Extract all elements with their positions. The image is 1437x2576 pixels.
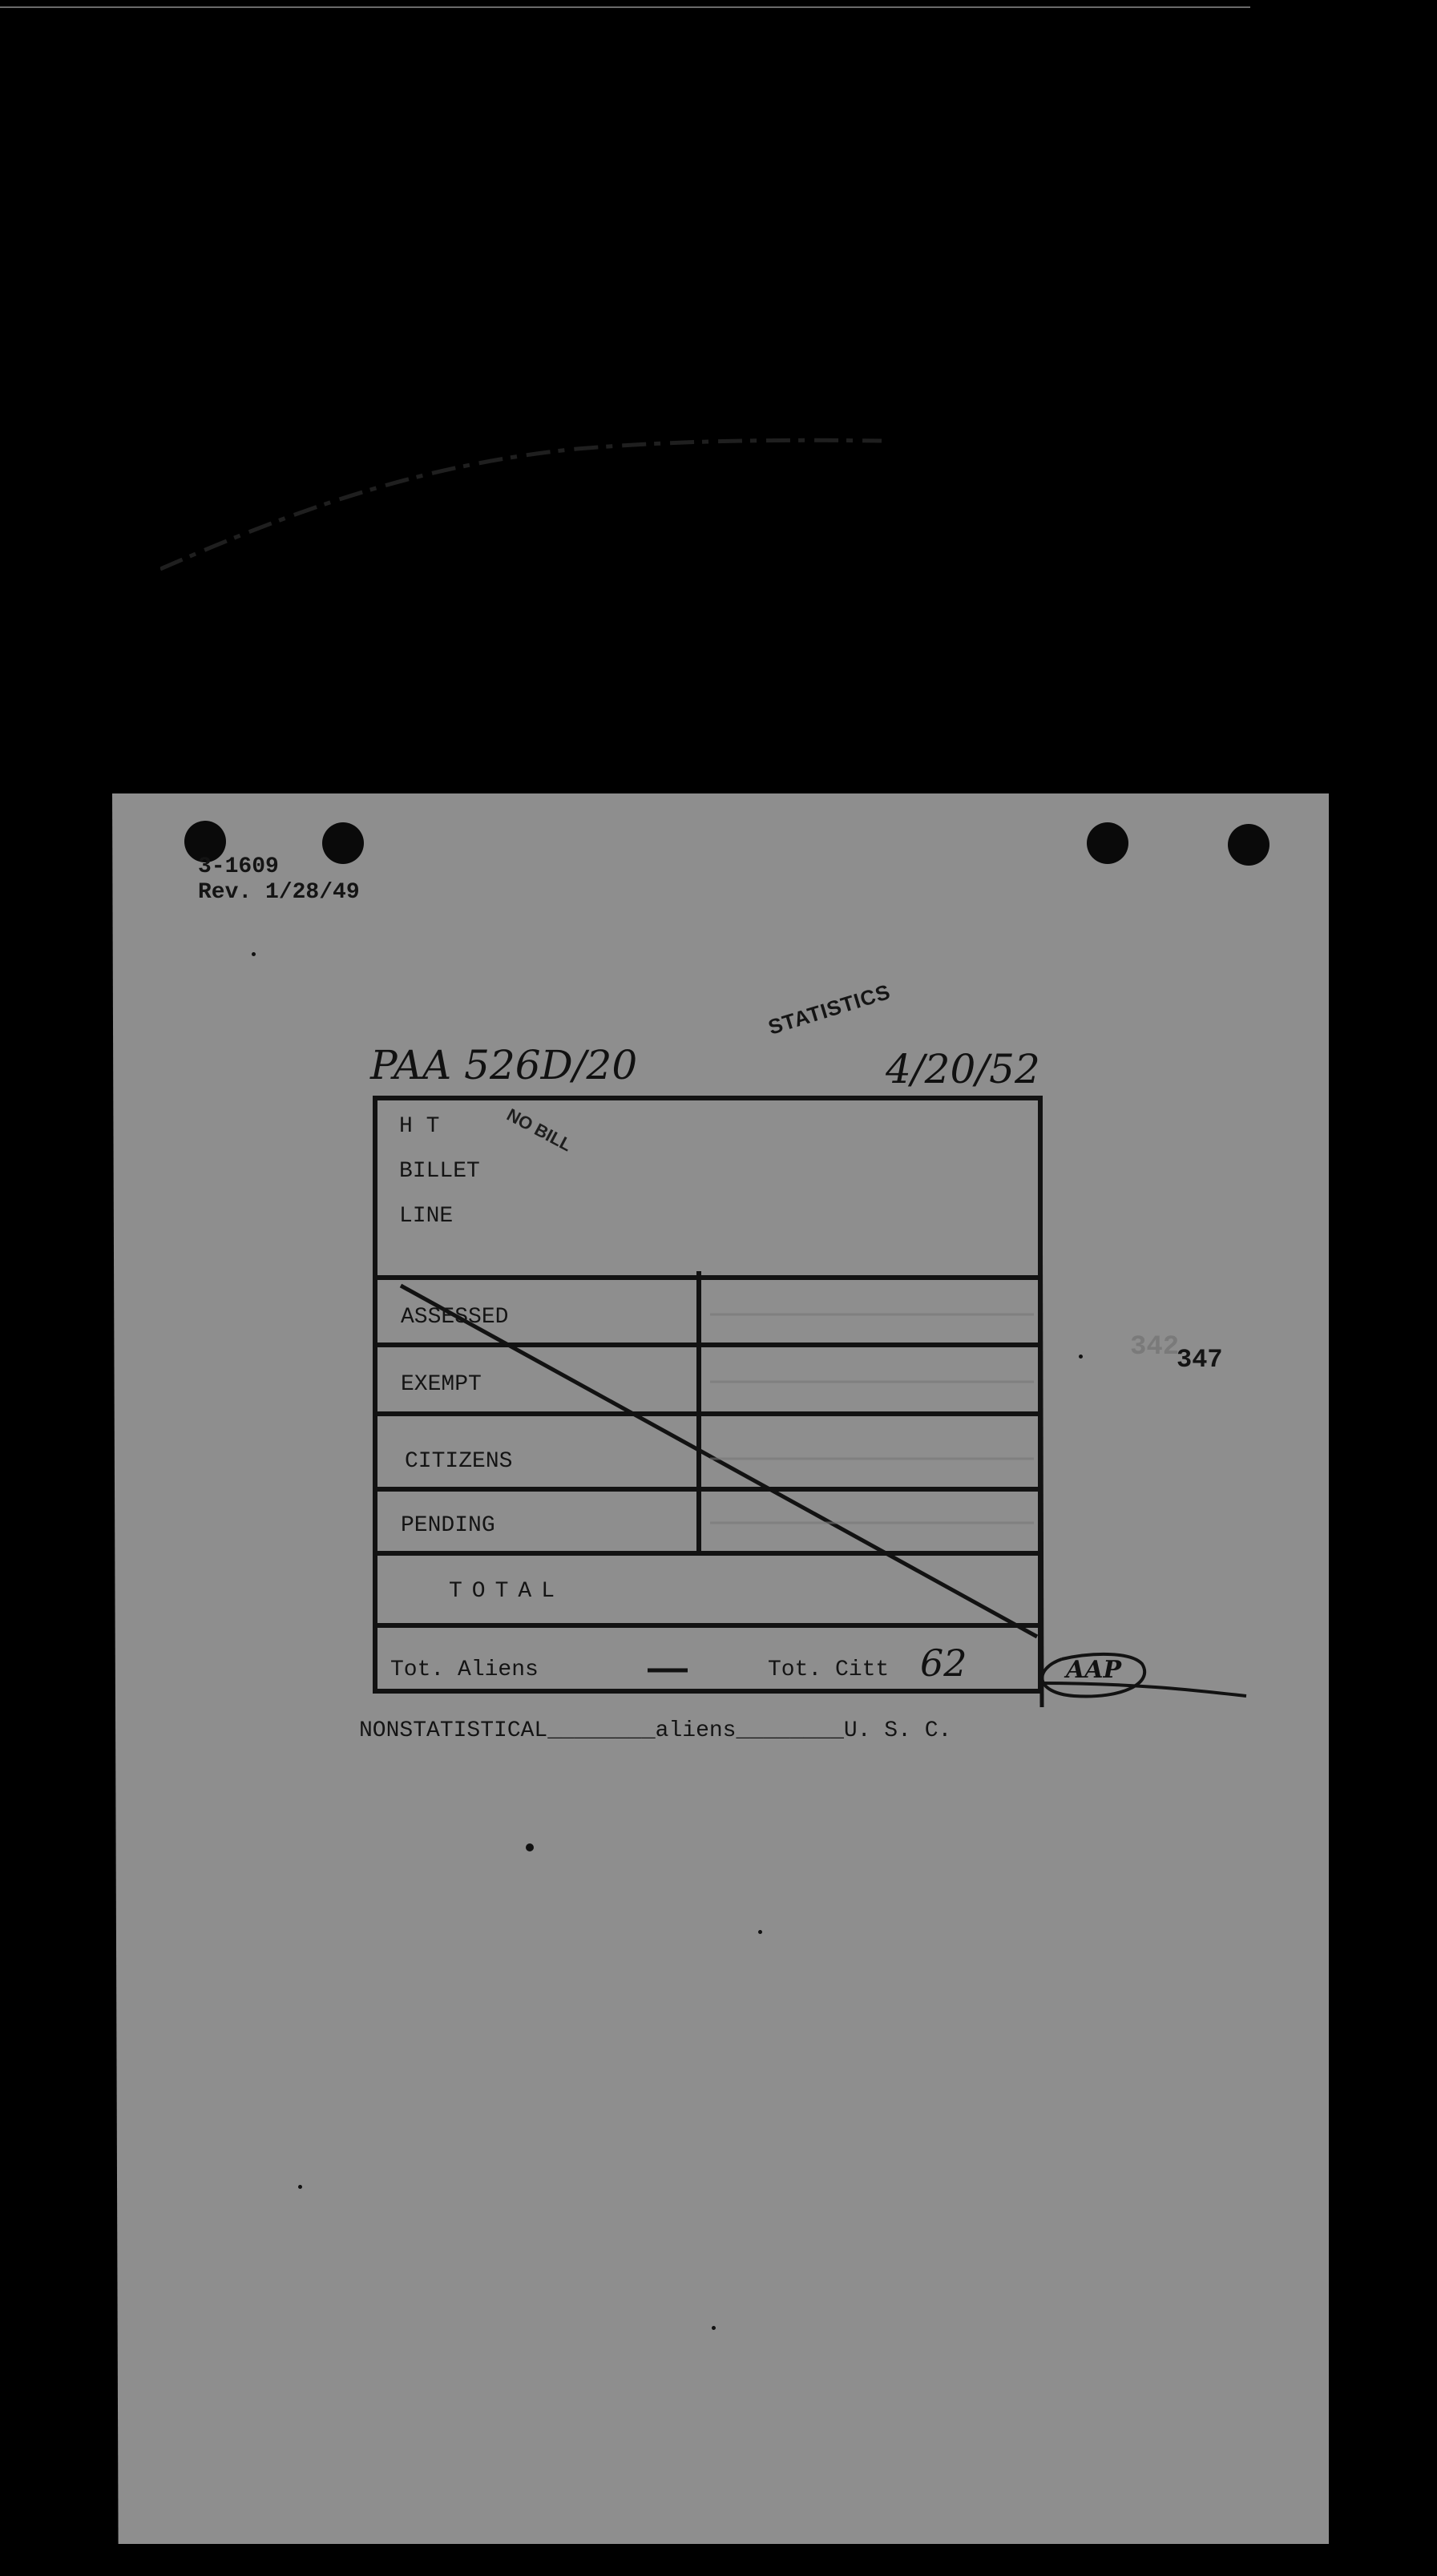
total-aliens-value xyxy=(653,1643,667,1668)
underline-flourish xyxy=(1040,1683,1246,1696)
no-bill-stamp: NO BILL xyxy=(503,1104,575,1156)
speck xyxy=(252,952,256,956)
field-ht-label: H T xyxy=(399,1114,440,1139)
row-citizens-label: CITIZENS xyxy=(405,1449,513,1474)
page-number: 347 xyxy=(1177,1345,1223,1375)
field-line-label: LINE xyxy=(399,1204,454,1229)
row-assessed-label: ASSESSED xyxy=(401,1305,509,1330)
handwritten-citizen-count: 62 xyxy=(920,1641,967,1685)
handwritten-serial: PAA 526D/20 xyxy=(370,1042,638,1088)
handwritten-initials: AAP xyxy=(1066,1656,1122,1684)
speck xyxy=(298,2185,302,2189)
field-billet-label: BILLET xyxy=(399,1159,480,1184)
speck xyxy=(712,2326,716,2330)
statistics-stamp: STATISTICS xyxy=(765,979,894,1040)
speck xyxy=(526,1843,534,1851)
ghost-page-number: 342 xyxy=(1130,1332,1180,1363)
total-aliens-label: Tot. Aliens xyxy=(390,1657,539,1682)
form-revision: Rev. 1/28/49 xyxy=(198,880,360,905)
speck xyxy=(758,1930,762,1934)
row-exempt-label: EXEMPT xyxy=(401,1372,482,1397)
row-total-label: TOTAL xyxy=(449,1579,565,1604)
nonstatistical-line: NONSTATISTICAL________aliens________U. S. C. xyxy=(359,1718,952,1743)
handwritten-date: 4/20/52 xyxy=(886,1046,1040,1092)
total-citizens-label: Tot. Citt xyxy=(768,1657,890,1682)
row-pending-label: PENDING xyxy=(401,1513,495,1538)
form-number: 3-1609 xyxy=(198,854,279,879)
speck xyxy=(1079,1355,1083,1359)
